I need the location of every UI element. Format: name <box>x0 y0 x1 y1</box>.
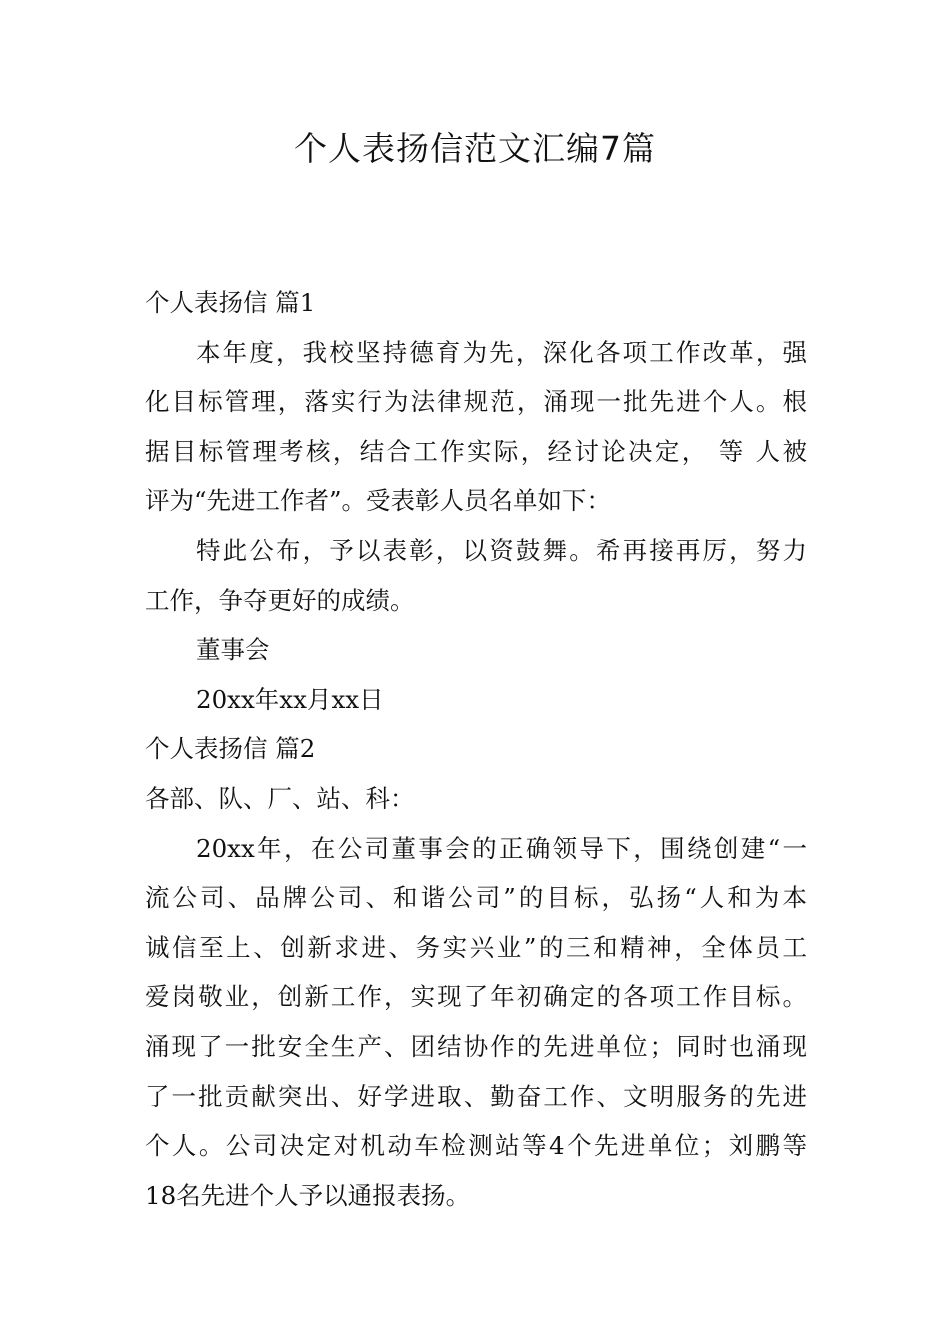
text-line: 诚信至上、创新求进、务实兴业”的三和精神，全体员工 <box>145 932 807 962</box>
text-line: 20xx年，在公司董事会的正确领导下，围绕创建“一 <box>196 833 807 863</box>
text-line: 涌现了一批安全生产、团结协作的先进单位；同时也涌现 <box>145 1031 807 1061</box>
text-line: 个人。公司决定对机动车检测站等4个先进单位；刘鹏等 <box>145 1131 807 1161</box>
document-title: 个人表扬信范文汇编7篇 <box>294 129 656 168</box>
text-line: 流公司、品牌公司、和谐公司”的目标，弘扬“人和为本 <box>145 883 807 913</box>
text-line: 本年度，我校坚持德育为先，深化各项工作改革，强 <box>196 337 807 367</box>
text-line: 爱岗敬业，创新工作，实现了年初确定的各项工作目标。 <box>145 982 807 1012</box>
text-line: 工作，争夺更好的成绩。 <box>145 585 415 615</box>
text-line: 据目标管理考核，结合工作实际，经讨论决定， 等 人被 <box>145 436 807 466</box>
text-line: 各部、队、厂、站、科： <box>145 783 415 813</box>
text-line: 18名先进个人予以通报表扬。 <box>145 1180 471 1210</box>
text-line: 20xx年xx月xx日 <box>196 684 384 714</box>
text-line: 个人表扬信 篇2 <box>145 734 316 764</box>
text-line: 董事会 <box>196 635 270 665</box>
text-line: 了一批贡献突出、好学进取、勤奋工作、文明服务的先进 <box>145 1081 807 1111</box>
text-line: 个人表扬信 篇1 <box>145 288 316 317</box>
text-line: 评为“先进工作者”。受表彰人员名单如下： <box>145 486 612 516</box>
text-line: 特此公布，予以表彰，以资鼓舞。希再接再厉，努力 <box>196 535 807 565</box>
text-line: 化目标管理，落实行为法律规范，涌现一批先进个人。根 <box>145 387 807 417</box>
document-body <box>145 278 807 1220</box>
